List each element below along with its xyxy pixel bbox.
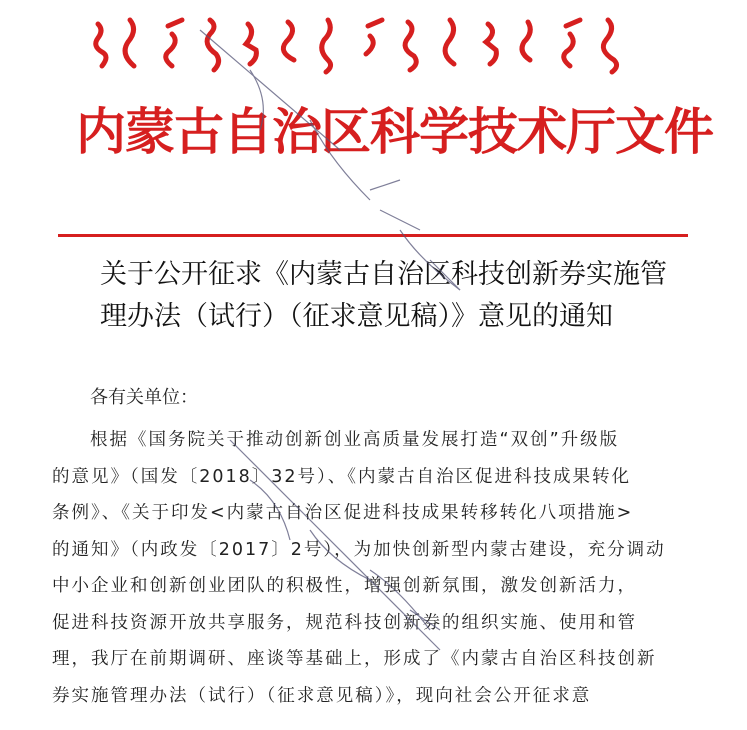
body-line: 的通知》（内政发〔2017〕2号），为加快创新型内蒙古建设，充分调动 bbox=[52, 539, 666, 560]
body-line: 的意见》（国发〔2018〕32号）、《内蒙古自治区促进科技成果转化 bbox=[52, 466, 632, 487]
body-line: 条例》、《关于印发<内蒙古自治区促进科技成果转移转化八项措施> bbox=[52, 503, 634, 523]
mongolian-script-graphic bbox=[88, 10, 648, 90]
body-line: 中小企业和创新创业团队的积极性，增强创新氛围，激发创新活力， bbox=[52, 576, 637, 596]
body-line: 根据《国务院关于推动创新创业高质量发展打造“双创”升级版 bbox=[90, 430, 620, 450]
body-line: 券实施管理办法（试行）（征求意见稿）》，现向社会公开征求意 bbox=[52, 685, 592, 706]
document-body bbox=[52, 382, 732, 714]
salutation: 各有关单位： bbox=[90, 387, 198, 408]
issuer-title: 内蒙古自治区科学技术厅文件 bbox=[76, 102, 713, 161]
mongolian-script-heading bbox=[88, 10, 648, 90]
body-paragraph bbox=[52, 422, 732, 714]
body-line: 促进科技资源开放共享服务，规范科技创新券的组织实施、使用和管 bbox=[52, 612, 637, 633]
body-line: 理，我厅在前期调研、座谈等基础上，形成了《内蒙古自治区科技创新 bbox=[52, 649, 657, 669]
title-line-1: 关于公开征求《内蒙古自治区科技创新券实施管 bbox=[100, 259, 667, 290]
document-title bbox=[100, 254, 730, 338]
title-line-2: 理办法（试行）（征求意见稿）》意见的通知 bbox=[100, 301, 613, 332]
red-divider-line bbox=[58, 234, 688, 237]
